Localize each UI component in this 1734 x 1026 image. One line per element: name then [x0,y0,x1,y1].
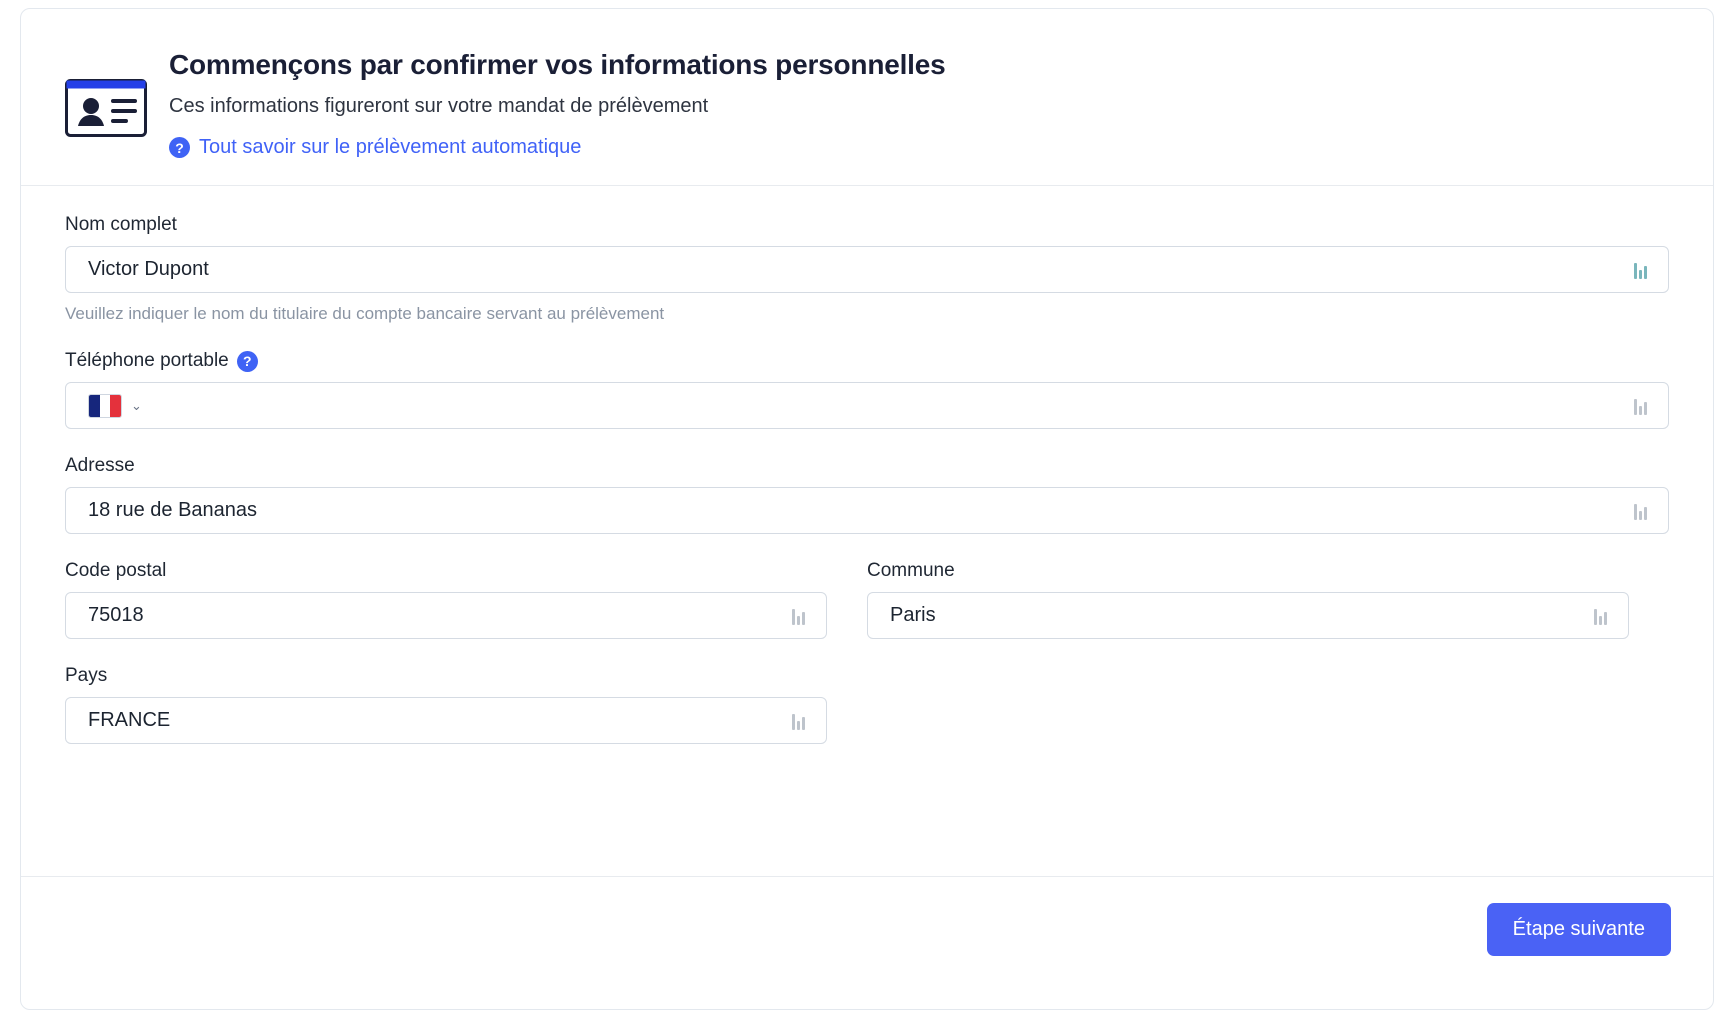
page-title: Commençons par confirmer vos informations personnelles [169,49,946,80]
id-card-icon [65,79,147,137]
address-value: 18 rue de Bananas [88,499,258,521]
mobile-phone-label-text: Téléphone portable [65,350,229,371]
personal-info-card [20,8,1714,1010]
country-row [65,665,1669,744]
autofill-icon[interactable] [1634,397,1652,415]
field-mobile-phone [65,350,1669,429]
autofill-icon[interactable] [792,607,810,625]
postal-code-input[interactable] [65,592,827,639]
country-label: Pays [65,665,108,686]
field-country [65,665,827,744]
full-name-value: Victor Dupont [88,258,209,280]
address-input[interactable] [65,487,1669,534]
next-step-button[interactable]: Étape suivante [1487,903,1671,956]
city-value: Paris [890,604,936,626]
france-flag-icon[interactable] [88,394,122,418]
mobile-phone-label [65,350,1669,372]
full-name-input[interactable] [65,246,1669,293]
header-text-block [169,43,946,159]
city-input[interactable] [867,592,1629,639]
postal-code-label: Code postal [65,560,167,581]
field-address [65,455,1669,534]
field-postal-code [65,560,827,639]
page-subtitle: Ces informations figureront sur votre mandat de prélèvement [169,95,709,117]
city-label: Commune [867,560,955,581]
field-city [867,560,1629,639]
field-full-name [65,214,1669,324]
header-help-row [169,136,946,159]
full-name-hint: Veuillez indiquer le nom du titulaire du compte bancaire servant au prélèvement [65,304,665,323]
question-mark-icon[interactable]: ? [237,351,258,372]
postal-city-row [65,560,1669,639]
chevron-down-icon[interactable]: ⌄ [131,397,142,413]
card-header [21,9,1713,186]
country-input[interactable] [65,697,827,744]
card-footer [21,876,1713,981]
country-value: FRANCE [88,709,171,731]
autofill-icon[interactable] [1634,261,1652,279]
autofill-icon[interactable] [1594,607,1612,625]
question-mark-icon: ? [169,137,190,158]
mobile-phone-input[interactable] [65,382,1669,429]
form-body [21,186,1713,876]
full-name-label: Nom complet [65,214,177,235]
address-label: Adresse [65,455,135,476]
postal-code-value: 75018 [88,604,144,626]
direct-debit-info-link[interactable]: Tout savoir sur le prélèvement automatique [199,136,582,158]
autofill-icon[interactable] [792,712,810,730]
autofill-icon[interactable] [1634,502,1652,520]
